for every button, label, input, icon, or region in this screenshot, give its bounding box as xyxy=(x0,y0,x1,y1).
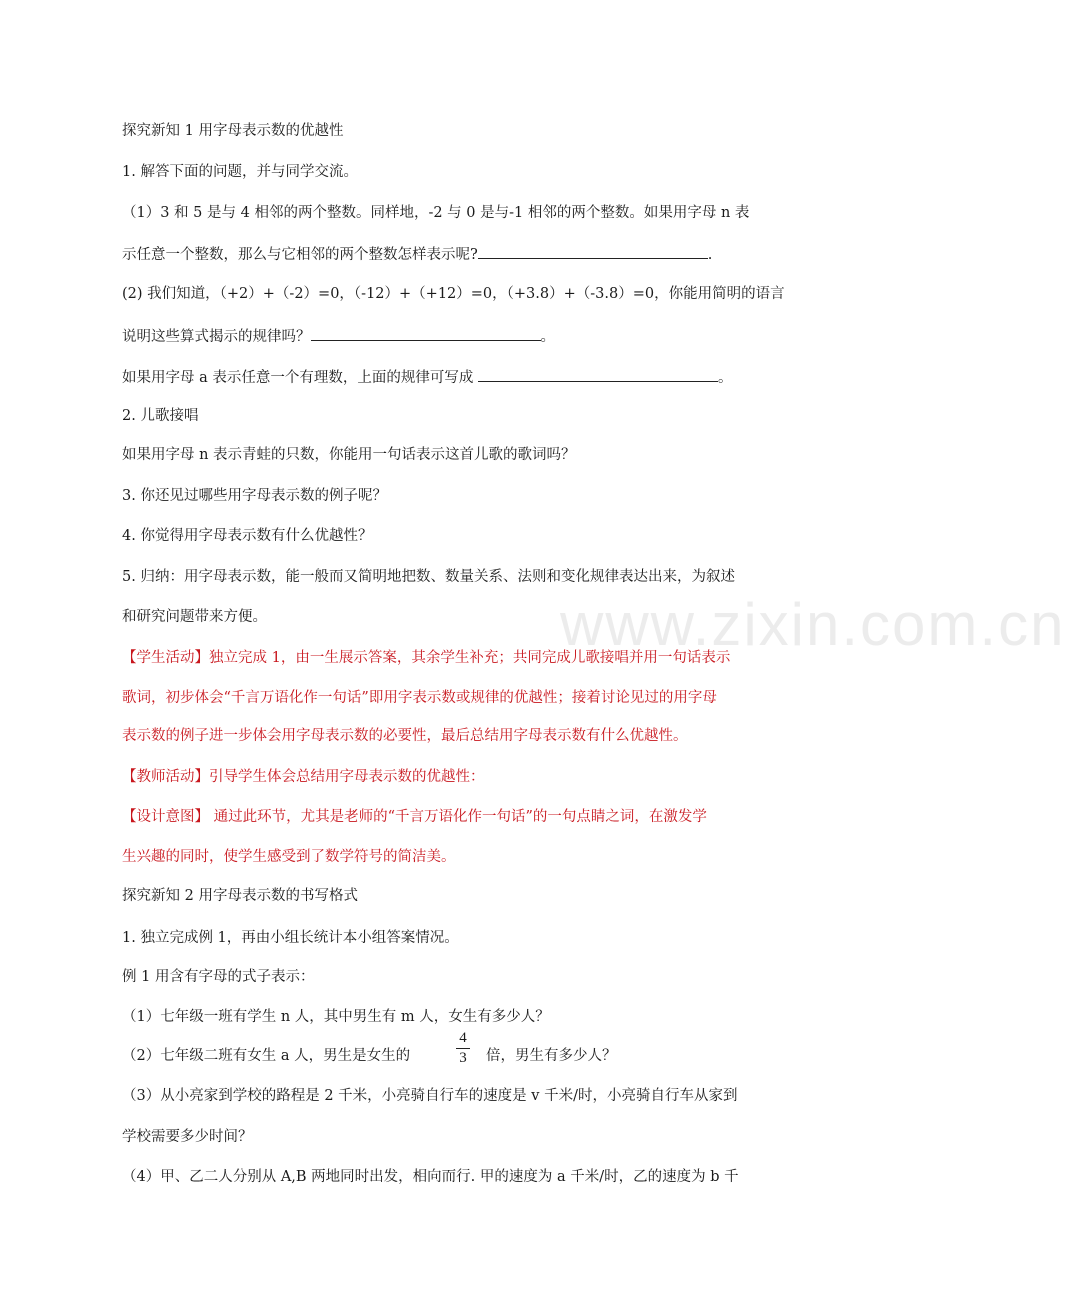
fraction-numerator: 4 xyxy=(459,1030,467,1046)
s1-item1: 1. 解答下面的问题，并与同学交流。 xyxy=(122,164,358,180)
s1-q2-line1: (2) 我们知道，（+2）+（-2）=0，（-12）+（+12）=0，（+3.8）+（-3.8）=0，你能用简明的语言 xyxy=(122,286,785,302)
design-intent-line2: 生兴趣的同时，使学生感受到了数学符号的简洁美。 xyxy=(122,849,456,865)
s1-item2-question: 如果用字母 n 表示青蛙的只数，你能用一句话表示这首儿歌的歌词吗？ xyxy=(122,447,576,463)
teacher-activity: 【教师活动】引导学生体会总结用字母表示数的优越性： xyxy=(122,769,485,785)
s1-item2: 2. 儿歌接唱 xyxy=(122,408,199,424)
fraction-denominator: 3 xyxy=(459,1050,467,1066)
watermark: www.zixin.com.cn xyxy=(560,591,1065,658)
example-heading: 例 1 用含有字母的式子表示： xyxy=(122,969,315,985)
section2-heading: 探究新知 2 用字母表示数的书写格式 xyxy=(122,888,358,904)
example-q1: （1）七年级一班有学生 n 人，其中男生有 m 人，女生有多少人？ xyxy=(122,1009,550,1025)
fraction-bar xyxy=(456,1048,470,1049)
s1-item4: 4. 你觉得用字母表示数有什么优越性？ xyxy=(122,528,373,544)
s1-item5-line1: 5. 归纳：用字母表示数，能一般而又简明地把数、数量关系、法则和变化规律表达出来，为叙述 xyxy=(122,569,735,585)
example-q4: （4）甲、乙二人分别从 A,B 两地同时出发，相向而行. 甲的速度为 a 千米/时，乙的速度为 b 千 xyxy=(122,1169,739,1185)
answer-blank xyxy=(311,326,541,341)
example-q3-line2: 学校需要多少时间？ xyxy=(122,1129,253,1145)
s1-q2-line2: 说明这些算式揭示的规律吗？ 。 xyxy=(122,326,555,346)
section1-heading: 探究新知 1 用字母表示数的优越性 xyxy=(122,123,344,139)
s2-item1: 1. 独立完成例 1，再由小组长统计本小组答案情况。 xyxy=(122,930,459,946)
example-q3-line1: （3）从小亮家到学校的路程是 2 千米，小亮骑自行车的速度是 v 千米/时，小亮骑自行车从家到 xyxy=(122,1088,738,1104)
s1-q1-line2: 示任意一个整数，那么与它相邻的两个整数怎样表示呢? . xyxy=(122,244,712,264)
s1-q3: 如果用字母 a 表示任意一个有理数，上面的规律可写成 。 xyxy=(122,367,732,387)
design-intent-line1: 【设计意图】 通过此环节，尤其是老师的“千言万语化作一句话”的一句点睛之词，在激发学 xyxy=(122,809,707,825)
s1-item5-line2: 和研究问题带来方便。 xyxy=(122,609,267,625)
student-activity-line3: 表示数的例子进一步体会用字母表示数的必要性，最后总结用字母表示数有什么优越性。 xyxy=(122,728,688,744)
answer-blank xyxy=(478,367,718,382)
answer-blank xyxy=(478,244,708,259)
student-activity-line2: 歌词，初步体会“千言万语化作一句话”即用字表示数或规律的优越性；接着讨论见过的用字母 xyxy=(122,690,717,706)
example-q2-post: 倍，男生有多少人？ xyxy=(486,1048,617,1064)
example-q2-pre: （2）七年级二班有女生 a 人，男生是女生的 xyxy=(122,1048,411,1064)
s1-q1-line1: （1）3 和 5 是与 4 相邻的两个整数。同样地，-2 与 0 是与-1 相邻的两个整数。如果用字母 n 表 xyxy=(122,205,750,221)
student-activity-line1: 【学生活动】独立完成 1，由一生展示答案，其余学生补充；共同完成儿歌接唱并用一句话表示 xyxy=(122,650,731,666)
s1-item3: 3. 你还见过哪些用字母表示数的例子呢？ xyxy=(122,488,387,504)
fraction xyxy=(456,1030,470,1067)
